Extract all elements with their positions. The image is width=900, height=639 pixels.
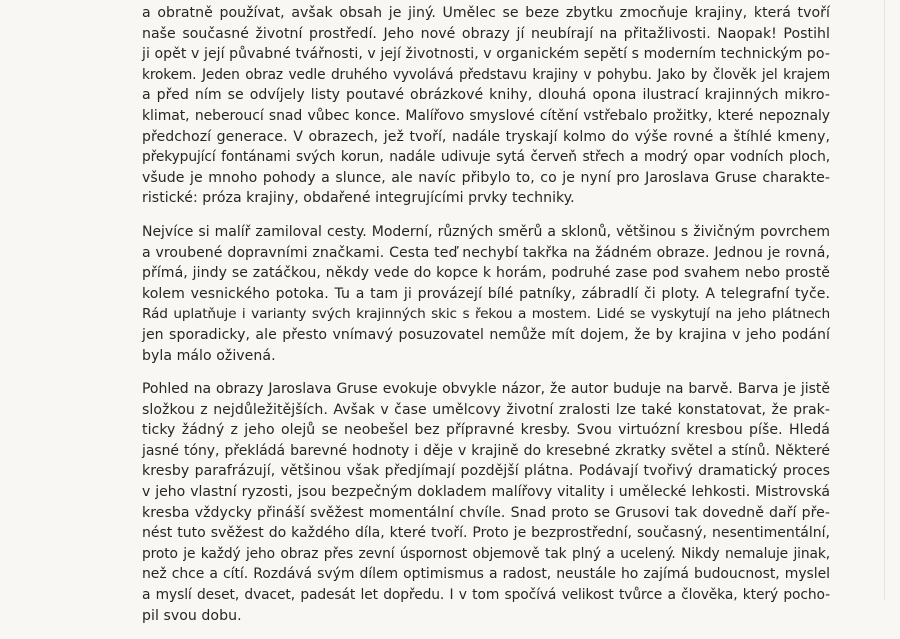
text-line: než chce a cítí. Rozdává svým dílem optimismus a radost, neustále ho zajímá budoucnost, myslel	[142, 566, 830, 583]
text-line: Nejvíce si malíř zamiloval cesty. Moderní, různých směrů a sklonů, většinou s živičným povrchem	[142, 223, 830, 240]
text-line: proto je každý jeho obraz přes zevní úspornost objemově tak plný a ucelený. Nikdy nemaluje jinak,	[142, 545, 830, 562]
text-line: a obratně používat, avšak obsah je jiný. Umělec se beze zbytku zmocňuje krajiny, která tvoří	[142, 5, 830, 21]
text-line: kolem vesnického potoka. Tu a tam ji provázejí bílé patníky, zábradlí či ploty. A telegrafní tyče.	[142, 285, 830, 302]
text-line: všude je mnoho pohody a slunce, ale navíc přibylo to, co je nyní pro Jaroslava Gruse charakte-	[142, 169, 830, 186]
text-line: byla málo oživená.	[142, 347, 276, 364]
text-line: naše současné životní prostředí. Jeho nové obrazy jí neubírají na přitažlivosti. Naopak! Postihl	[142, 25, 830, 42]
text-line: v jeho vlastní ryzosti, jsou bezpečným dokladem malířovy vitality i umělecké lehkosti. Mistrovská	[142, 484, 830, 501]
text-line: předchozí generace. V obrazech, jež tvoří, nadále tryskají kolmo do výše rovné a štíhlé kmeny,	[142, 128, 830, 145]
paragraph	[142, 222, 830, 366]
text-line: překypující fontánami svých korun, nadále udivuje sytá červeň střech a modrý opar vodních ploch,	[142, 149, 830, 166]
text-line: jen sporadicky, ale přesto vnímavý posuzovatel nemůže mít dojem, že by krajina v jeho podání	[142, 326, 830, 343]
body-text	[142, 3, 830, 639]
text-line: kresby parafrázují, většinou však předjímají pozdější plátna. Podávají tvořivý dramatický proces	[142, 463, 830, 480]
text-line: ticky žádný z jeho olejů se neobešel bez přípravné kresby. Svou virtuózní kresbou píše. Hledá	[142, 422, 830, 439]
text-line: a vroubené dopravními značkami. Cesta teď nechybí takřka na žádném obraze. Jednou je rovná,	[142, 244, 830, 261]
page-edge-line	[884, 0, 885, 600]
paragraph	[142, 379, 830, 626]
text-line: krokem. Jeden obraz vedle druhého vyvolává představu krajiny v pohybu. Jako by člověk jel krajem	[142, 66, 830, 83]
text-line: jasné tóny, překládá barevné hodnoty i děje v krajině do kresebné zkratky světel a stínů. Některé	[142, 442, 830, 459]
text-line: pil svou dobu.	[142, 607, 242, 624]
text-line: a před ním se odvíjely listy poutavé obrázkové knihy, dlouhá opona ilustrací krajinných mikro-	[142, 87, 830, 104]
text-line: ji opět v její půvabné tvářnosti, v její životnosti, v organickém sepětí s moderním technickým po-	[142, 46, 830, 63]
text-line: Rád uplatňuje i varianty svých krajinných skic s řekou a mostem. Lidé se vyskytují na jeho plátnech	[142, 306, 830, 323]
text-line: kresba vždycky přináší svěžest momentální chvíle. Snad proto se Grusovi tak dovedně daří pře-	[142, 504, 830, 521]
text-line: Pohled na obrazy Jaroslava Gruse evokuje obvykle názor, že autor buduje na barvě. Barva je jistě	[142, 381, 830, 398]
text-line: nést tuto svěžest do každého díla, které tvoří. Proto je bezprostřední, současný, nesentimentální,	[142, 525, 830, 542]
text-line: a myslí deset, dvacet, padesát let dopředu. I v tom spočívá velikost tvůrce a člověka, který pocho-	[142, 587, 830, 604]
text-line: složkou z nejdůležitějších. Avšak v čase umělcovy životní zralosti lze také konstatovat, že prak-	[142, 401, 830, 418]
text-line: ristické: próza krajiny, obdařené integrujícími prvky techniky.	[142, 190, 575, 207]
text-line: přímá, jindy se zatáčkou, někdy vede do kopce k horám, podruhé zase pod svahem nebo prostě	[142, 265, 830, 282]
paragraph	[142, 3, 830, 209]
text-line: klimat, neberoucí snad vůbec konce. Malířovo smyslové cítění vstřebalo prožitky, které nepoznaly	[142, 107, 830, 124]
